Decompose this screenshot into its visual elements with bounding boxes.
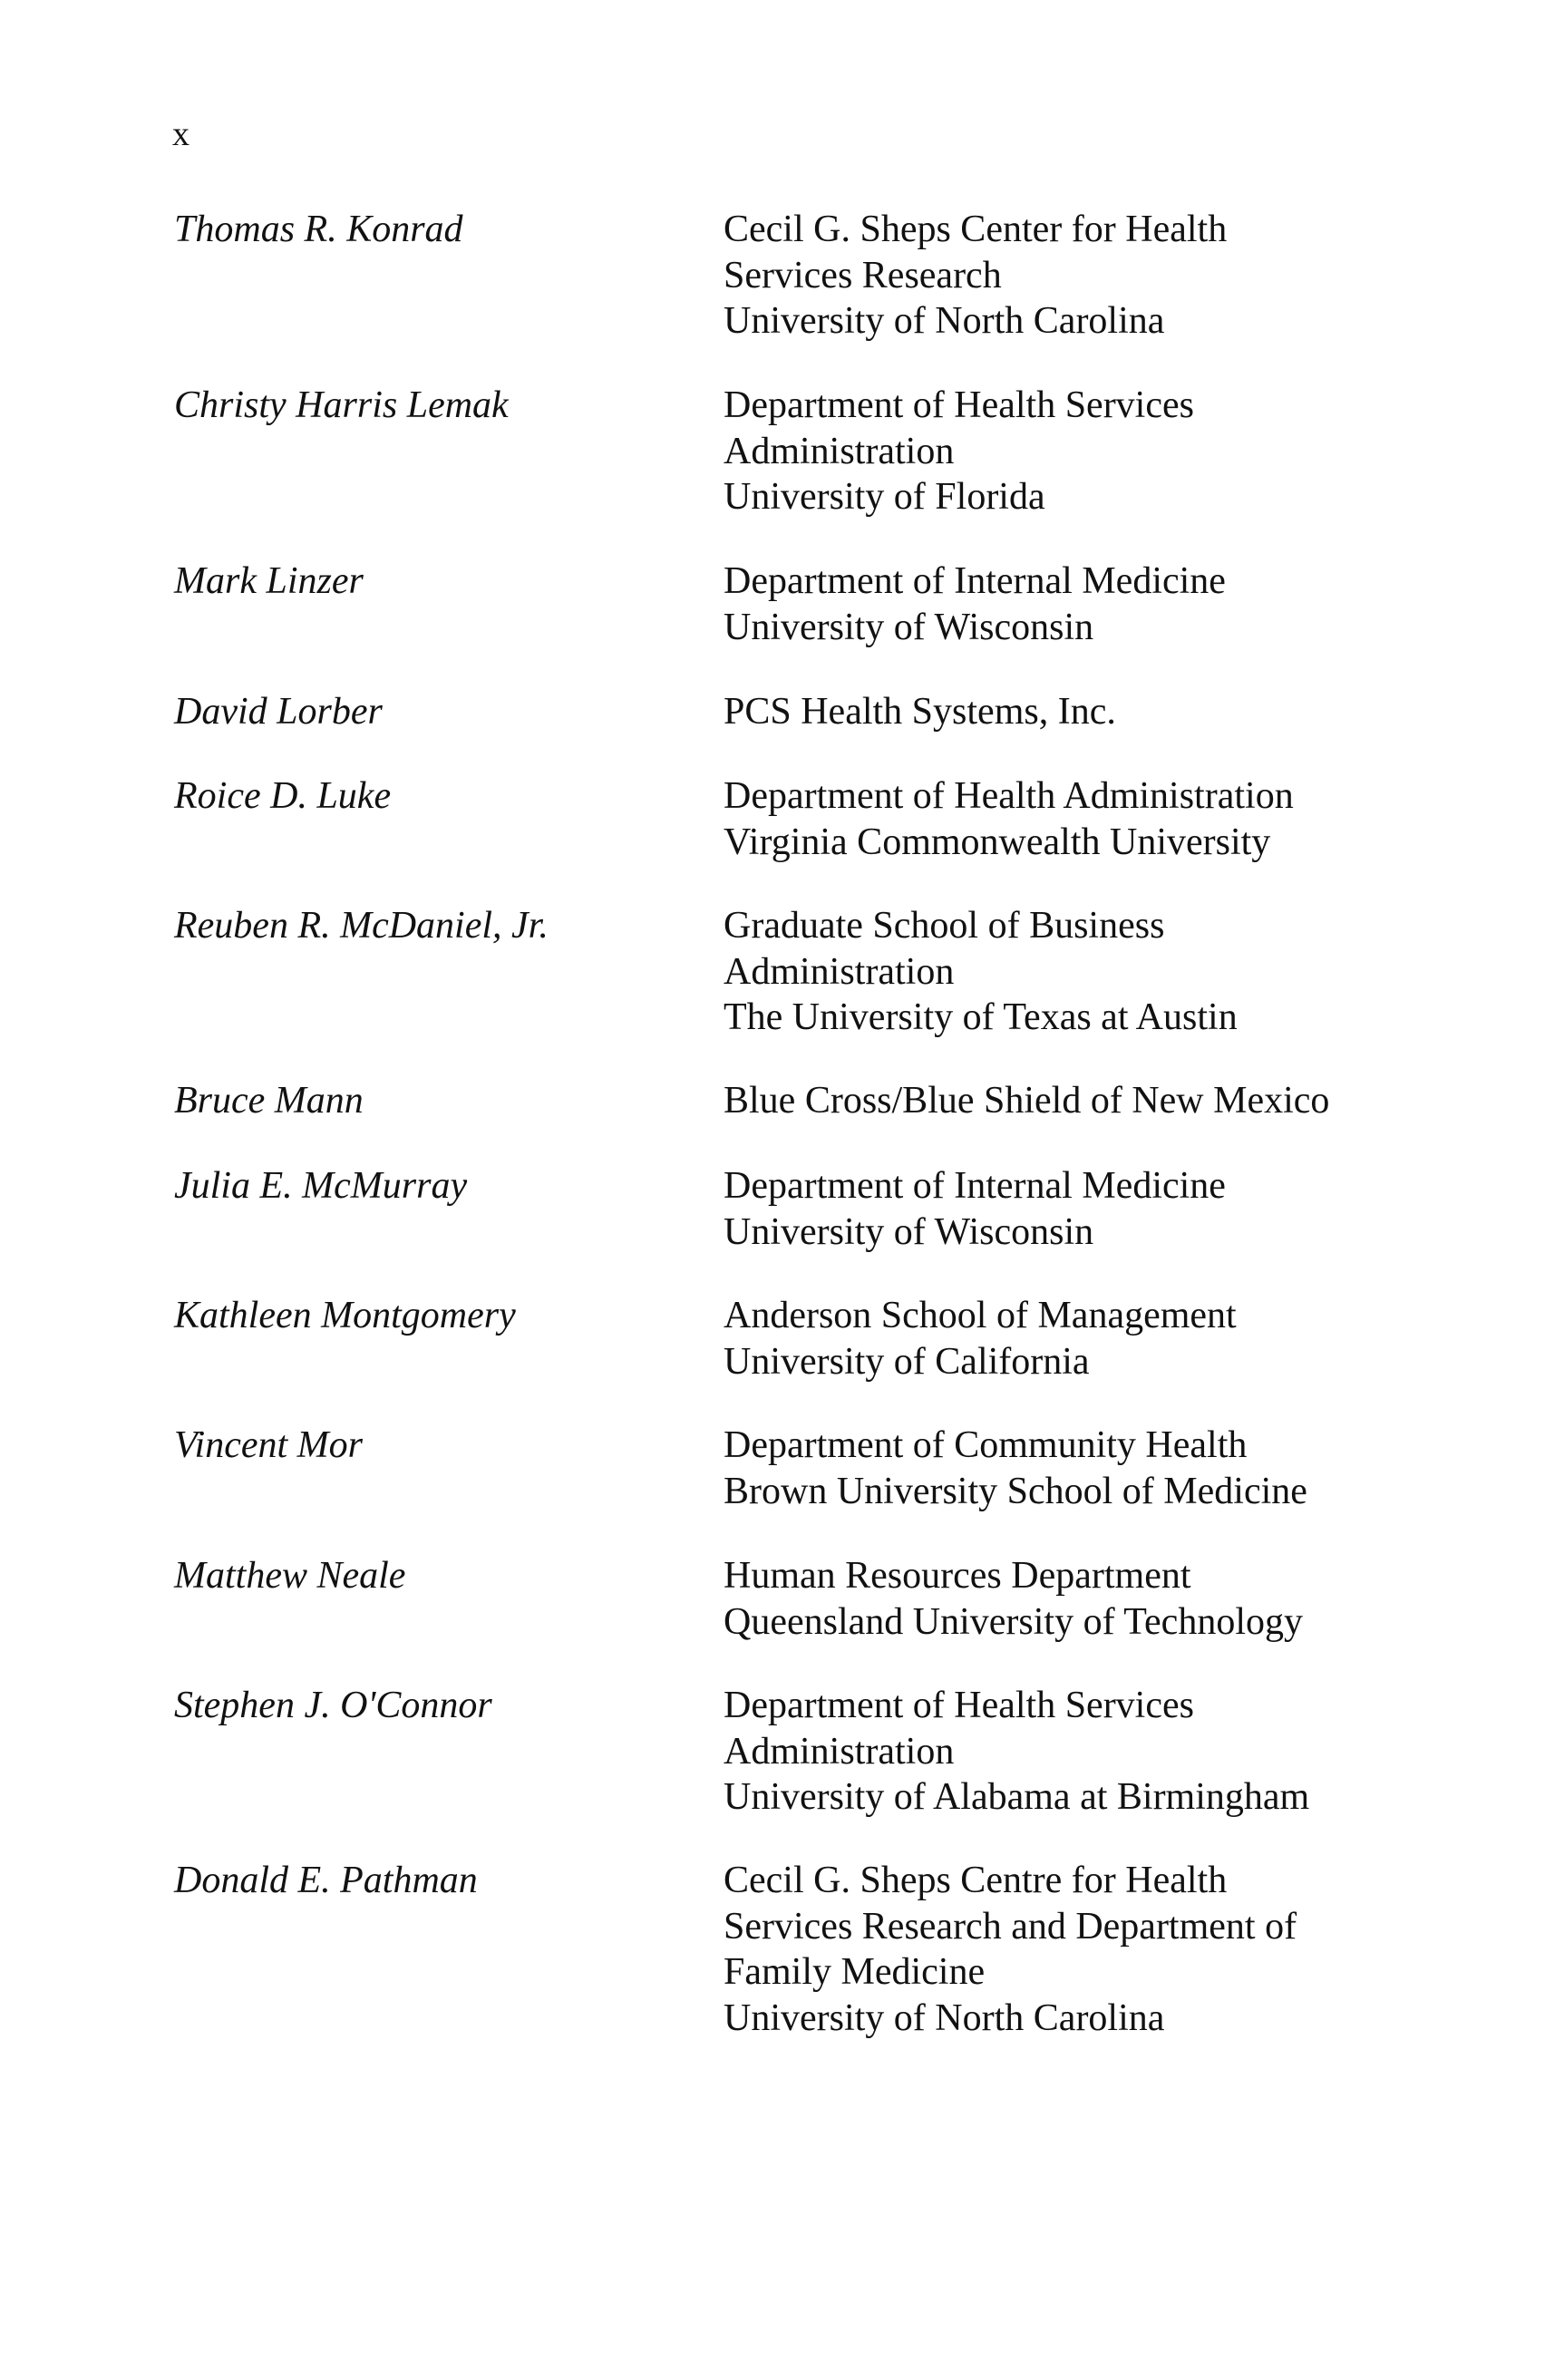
affiliation-line: University of Florida (724, 476, 1045, 518)
contributor-name: Kathleen Montgomery (174, 1295, 516, 1336)
contributor-affiliation (724, 1078, 1329, 1124)
contributor-name: Matthew Neale (174, 1555, 406, 1597)
affiliation-line: Department of Internal Medicine (724, 1165, 1226, 1207)
contributor-name: Bruce Mann (174, 1080, 364, 1122)
affiliation-line: Department of Community Health (724, 1424, 1248, 1466)
affiliation-line: Services Research (724, 254, 1002, 296)
affiliation-line: Department of Internal Medicine (724, 560, 1226, 602)
contributor-affiliation (724, 207, 1227, 345)
affiliation-line: Cecil G. Sheps Center for Health (724, 209, 1228, 250)
contributor-name: David Lorber (174, 691, 383, 733)
affiliation-line: Administration (724, 1730, 955, 1773)
page-number: x (172, 115, 189, 153)
affiliation-line: University of North Carolina (724, 300, 1165, 342)
contributor-affiliation (724, 1858, 1297, 2041)
affiliation-line: Brown University School of Medicine (724, 1470, 1307, 1512)
affiliation-line: Department of Health Services (724, 1685, 1194, 1726)
affiliation-line: Cecil G. Sheps Centre for Health (724, 1860, 1228, 1901)
contributor-affiliation (724, 773, 1294, 865)
affiliation-line: Services Research and Department of (724, 1905, 1297, 1948)
contributor-affiliation (724, 1423, 1307, 1514)
contributor-name: Reuben R. McDaniel, Jr. (174, 905, 549, 947)
contributor-name: Roice D. Luke (174, 775, 392, 817)
affiliation-line: The University of Texas at Austin (724, 996, 1238, 1038)
contributor-affiliation (724, 1163, 1226, 1255)
contributor-name: Mark Linzer (174, 560, 364, 602)
affiliation-line: University of California (724, 1340, 1090, 1383)
contributor-name: Donald E. Pathman (174, 1860, 478, 1901)
contributor-name: Julia E. McMurray (174, 1165, 468, 1207)
affiliation-line: Department of Health Administration (724, 775, 1294, 817)
contributor-affiliation (724, 1553, 1303, 1645)
contributor-name: Vincent Mor (174, 1424, 363, 1466)
affiliation-line: University of Wisconsin (724, 606, 1094, 648)
affiliation-line: Virginia Commonwealth University (724, 821, 1271, 863)
contributor-name: Stephen J. O'Connor (174, 1685, 492, 1726)
contributor-affiliation (724, 383, 1194, 520)
contributor-name: Thomas R. Konrad (174, 209, 463, 250)
contributor-name: Christy Harris Lemak (174, 384, 509, 426)
affiliation-line: Family Medicine (724, 1951, 986, 1993)
affiliation-line: Blue Cross/Blue Shield of New Mexico (724, 1080, 1330, 1122)
contributor-affiliation (724, 1683, 1309, 1821)
affiliation-line: Administration (724, 950, 955, 993)
contributor-affiliation (724, 559, 1226, 650)
contributor-affiliation (724, 689, 1116, 735)
affiliation-line: PCS Health Systems, Inc. (724, 691, 1116, 733)
contributor-affiliation (724, 1293, 1237, 1384)
affiliation-line: Department of Health Services (724, 384, 1194, 426)
affiliation-line: Anderson School of Management (724, 1295, 1237, 1336)
contributor-affiliation (724, 903, 1238, 1041)
affiliation-line: University of Wisconsin (724, 1210, 1094, 1253)
affiliation-line: University of Alabama at Birmingham (724, 1776, 1310, 1818)
affiliation-line: Graduate School of Business (724, 905, 1165, 947)
affiliation-line: Administration (724, 430, 955, 472)
affiliation-line: Queensland University of Technology (724, 1600, 1303, 1643)
affiliation-line: University of North Carolina (724, 1996, 1165, 2039)
affiliation-line: Human Resources Department (724, 1555, 1191, 1597)
